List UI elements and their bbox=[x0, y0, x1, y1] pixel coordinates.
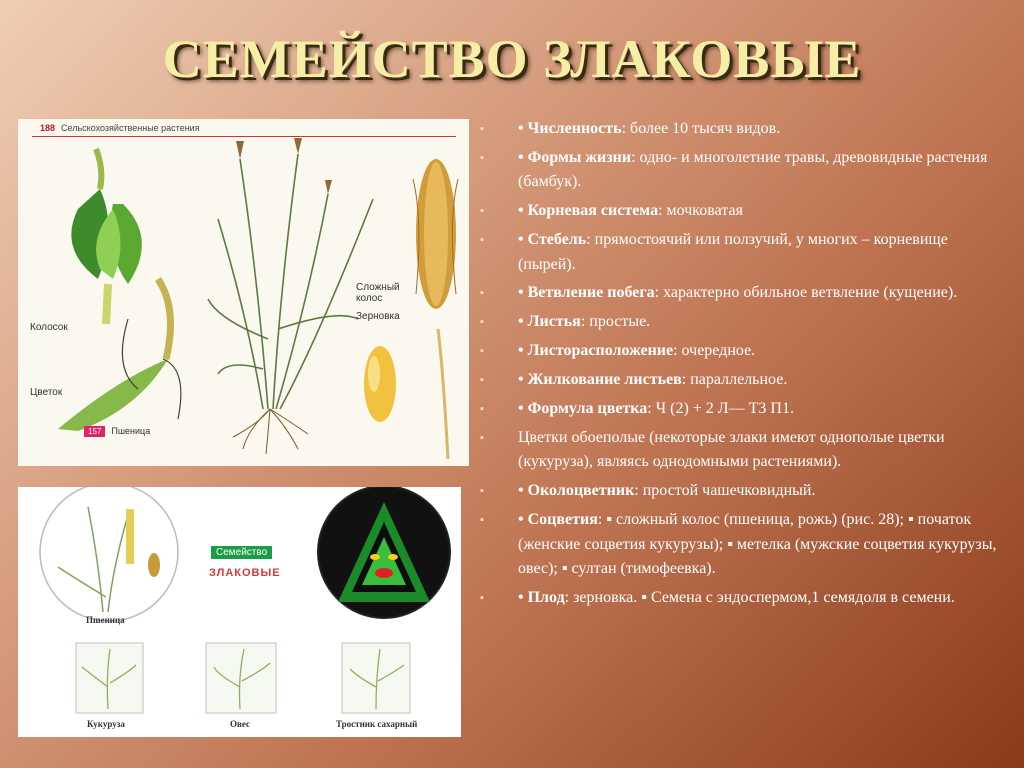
figure-caption bbox=[84, 426, 150, 437]
ear-3 bbox=[325, 180, 332, 194]
ear-1 bbox=[236, 141, 244, 159]
fact-text: : простые. bbox=[580, 313, 651, 331]
fact-item bbox=[477, 368, 1002, 392]
wheat-plant-drawing bbox=[208, 154, 373, 409]
figure-caption-text: Пшеница bbox=[111, 426, 151, 436]
fact-item bbox=[477, 508, 1002, 581]
fact-key: • Численность bbox=[518, 120, 622, 137]
page-number: 188 bbox=[40, 123, 56, 133]
fact-item bbox=[477, 310, 1002, 334]
fact-key: • Соцветия bbox=[518, 511, 598, 529]
flower-drawing bbox=[58, 279, 181, 431]
fact-text: Цветки обоеполые (некоторые злаки имеют однополые цветки (кукуруза), являясь однодомными растениями). bbox=[518, 428, 945, 471]
fact-text: : параллельное. bbox=[681, 371, 788, 389]
caption-wheat: Пшеница bbox=[86, 615, 125, 625]
fact-item bbox=[477, 146, 1002, 195]
caption-oat: Овес bbox=[230, 719, 250, 729]
fact-key: • Стебель bbox=[518, 231, 587, 249]
grain-drawing bbox=[364, 346, 396, 422]
caption-sugarcane: Тростник сахарный bbox=[336, 719, 418, 729]
ear-2 bbox=[294, 138, 302, 154]
fact-text: : простой чашечковидный. bbox=[634, 482, 816, 500]
fact-text: : одно- и многолетние травы, древовидные растения (бамбук). bbox=[518, 148, 988, 191]
wheat-illustration bbox=[18, 119, 469, 466]
caption-corn: Кукуруза bbox=[87, 719, 125, 729]
slide-title: СЕМЕЙСТВО ЗЛАКОВЫЕ bbox=[162, 29, 862, 89]
figure-number: 157 bbox=[84, 426, 105, 437]
fact-item bbox=[477, 397, 1002, 421]
fact-text: : Ч (2) + 2 Л— Т3 П1. bbox=[647, 400, 794, 418]
fact-key: • Жилкование листьев bbox=[518, 371, 682, 389]
fact-text: : мочковатая bbox=[658, 202, 743, 220]
fact-text: : очередное. bbox=[673, 342, 756, 360]
oat-frame bbox=[206, 643, 276, 713]
compound-ear-drawing bbox=[413, 159, 458, 459]
fact-item bbox=[477, 586, 1002, 610]
fact-key: • Околоцветник bbox=[518, 482, 635, 500]
fact-key: • Формы жизни bbox=[518, 148, 632, 166]
fact-key: • Листорасположение bbox=[518, 342, 674, 360]
roots-drawing bbox=[233, 409, 308, 454]
facts-list bbox=[477, 117, 1002, 615]
fact-text: : зерновка. ▪ Семена с эндоспермом,1 семядоля в семени. bbox=[564, 588, 955, 606]
label-grain: Зерновка bbox=[356, 311, 400, 322]
family-name: ЗЛАКОВЫЕ bbox=[209, 567, 281, 579]
fact-text: : прямостоячий или ползучий, у многих – корневище (пырей). bbox=[518, 231, 948, 273]
fact-item bbox=[477, 228, 1002, 277]
fact-key: • Корневая система bbox=[518, 202, 659, 220]
cereal-family-illustration bbox=[18, 487, 461, 737]
fact-text: : ▪ сложный колос (пшеница, рожь) (рис. 28); ▪ початок (женские соцветия кукурузы); ▪ метелка (мужские соцветия кукурузы, овес); ▪ султан (тимофеевка). bbox=[518, 511, 997, 577]
fact-item bbox=[477, 281, 1002, 305]
fact-key: • Ветвление побега bbox=[518, 284, 655, 302]
fact-item bbox=[477, 426, 1002, 475]
fact-item bbox=[477, 117, 1002, 141]
label-compound-ear: Сложный колос bbox=[356, 282, 400, 304]
label-flower: Цветок bbox=[30, 387, 63, 398]
label-spikelet: Колосок bbox=[30, 322, 68, 333]
fact-item bbox=[477, 199, 1002, 223]
figure-header-text: Сельскохозяйственные растения bbox=[61, 123, 200, 133]
spikelet-drawing bbox=[71, 149, 142, 324]
fact-text: : более 10 тысяч видов. bbox=[621, 120, 781, 137]
fact-text: : характерно обильное ветвление (кущение). bbox=[654, 284, 958, 302]
fact-key: • Плод bbox=[518, 588, 565, 606]
fact-item bbox=[477, 339, 1002, 363]
fact-key: • Формула цветка bbox=[518, 400, 648, 418]
fact-key: • Листья bbox=[518, 313, 581, 331]
fact-item bbox=[477, 479, 1002, 503]
family-drawings bbox=[18, 487, 461, 737]
family-badge: Семейство bbox=[211, 546, 272, 559]
